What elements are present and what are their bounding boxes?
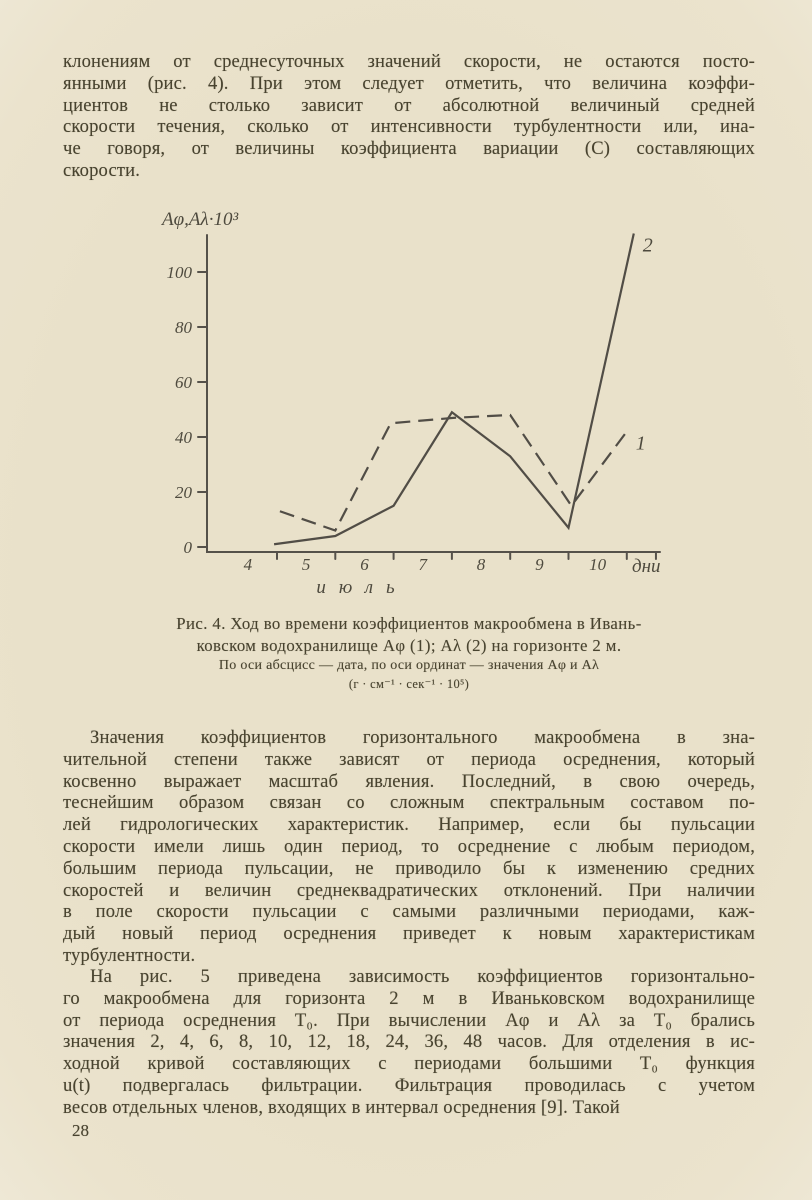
x-tick-label: 4: [243, 555, 253, 574]
caption-line-1: Рис. 4. Ход во времени коэффициентов макрообмена в Ивань-: [176, 614, 642, 633]
page-number: 28: [72, 1121, 89, 1140]
x-tick-label: 6: [360, 555, 369, 574]
series-1-line: [280, 415, 627, 531]
y-tick-label: 80: [175, 318, 192, 337]
series-2-line: [274, 234, 634, 545]
text-line: скорости имели лишь один период, то осреднение с любым периодом,: [63, 835, 755, 857]
caption-note-1: По оси абсцисс — дата, по оси ординат — значения Аφ и Аλ: [218, 658, 600, 673]
paragraph-figure5-intro: [63, 966, 755, 1119]
x-tick-label: 8: [476, 555, 486, 574]
text-line: клонениям от среднесуточных значений скорости, не остаются посто-: [63, 51, 755, 72]
paragraph-averaging-period: [63, 727, 755, 967]
figure-4: [140, 200, 700, 605]
text-line: u(t) подвергалась фильтрации. Фильтрация проводилась с учетом: [63, 1074, 755, 1096]
text-line: большим периода пульсации, не приводило бы к изменению средних: [63, 857, 755, 879]
text-line: скоростей и величин среднеквадратических отклонений. При наличии: [63, 879, 755, 901]
caption-line-2: ковском водохранилище Аφ (1); Аλ (2) на горизонте 2 м.: [196, 636, 622, 655]
text-line: лей гидрологических характеристик. Например, если бы пульсации: [63, 814, 755, 836]
paragraph-velocity-deviations: [63, 51, 755, 182]
series-2-label: 2: [642, 234, 653, 257]
x-tick-label: 5: [301, 555, 311, 574]
text-line: от периода осреднения Т₀. При вычислении Аφ и Аλ за Т₀ брались: [63, 1009, 755, 1031]
text-line: скорости.: [63, 159, 141, 181]
x-axis-title: дни: [632, 556, 661, 577]
axes: [207, 235, 660, 552]
text-line: Значения коэффициентов горизонтального макрообмена в зна-: [90, 727, 755, 748]
text-line: теснейшим образом связан со сложным спектральным составом по-: [63, 792, 755, 814]
y-tick-label: 0: [183, 538, 192, 557]
text-line: чительной степени также зависят от периода осреднения, который: [63, 748, 755, 770]
x-tick-label: 7: [418, 555, 427, 574]
figure-4-line-chart: [140, 200, 700, 605]
series-1-label: 1: [635, 432, 646, 455]
y-tick-label: 100: [166, 263, 192, 282]
text-line: значения 2, 4, 6, 8, 10, 12, 18, 24, 36, 48 часов. Для отделения в ис-: [63, 1031, 755, 1053]
y-tick-label: 20: [175, 483, 192, 502]
y-tick-label: 40: [175, 428, 192, 447]
x-axis-month-label: июль: [316, 577, 408, 598]
text-line: турбулентности.: [63, 944, 196, 966]
x-tick-label: 9: [535, 555, 544, 574]
caption-note-units: (г · см⁻¹ · сек⁻¹ · 10⁵): [348, 677, 470, 691]
figure-4-caption: [63, 613, 755, 693]
text-line: скорости течения, сколько от интенсивности турбулентности или, ина-: [63, 116, 755, 138]
text-line: че говоря, от величины коэффициента вариации (С) составляющих: [63, 138, 755, 160]
text-line: циентов не столько зависит от абсолютной величиный средней: [63, 94, 755, 116]
text-line: дый новый период осреднения приведет к новым характеристикам: [63, 923, 755, 945]
text-line: янными (рис. 4). При этом следует отметить, что величина коэффи-: [63, 72, 755, 94]
text-line: го макрообмена для горизонта 2 м в Иваньковском водохранилище: [63, 987, 755, 1009]
text-line: в поле скорости пульсации с самыми различными периодами, каж-: [63, 901, 755, 923]
text-line: ходной кривой составляющих с периодами большими Т₀ функция: [63, 1053, 755, 1075]
y-axis-title: Аφ,Аλ·10³: [162, 209, 239, 230]
text-line: На рис. 5 приведена зависимость коэффициентов горизонтально-: [90, 966, 755, 987]
y-tick-label: 60: [175, 373, 192, 392]
text-line: весов отдельных членов, входящих в интервал осреднения [9]. Такой: [63, 1096, 620, 1118]
x-tick-label: 10: [589, 555, 607, 574]
text-line: косвенно выражает масштаб явления. Последний, в свою очередь,: [63, 770, 755, 792]
